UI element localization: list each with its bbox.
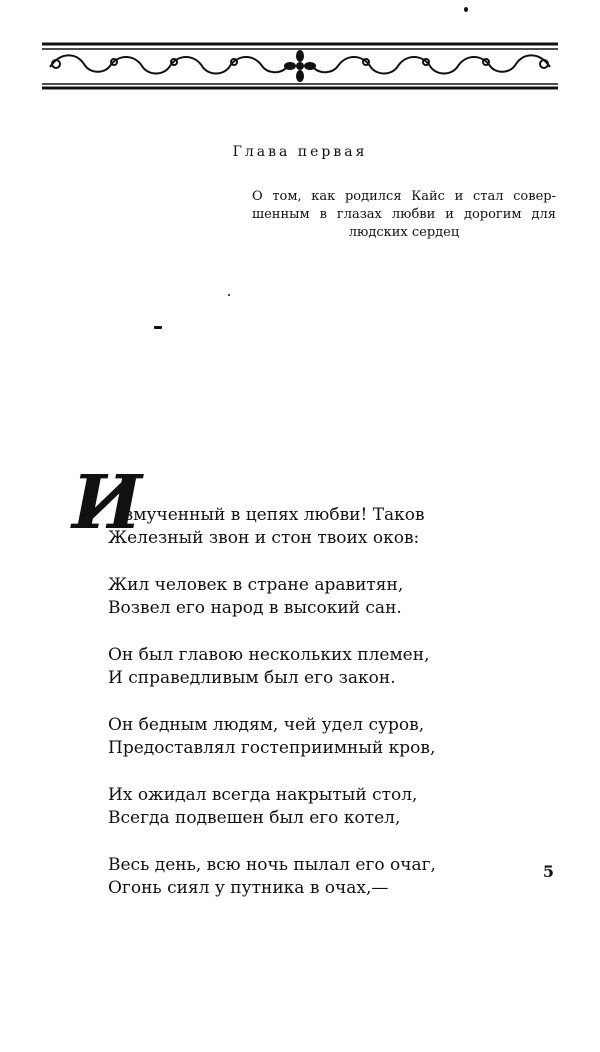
verse-line: Возвел его народ в высокий сан. <box>108 598 402 618</box>
summary-line: О том, как родился Кайс и стал совер- <box>252 189 556 204</box>
print-speck <box>154 326 162 329</box>
stanza <box>108 574 548 620</box>
stanza <box>108 644 548 690</box>
chapter-title: Глава первая <box>232 144 368 160</box>
verse-line: змученный в цепях любви! Таков <box>124 505 425 525</box>
stanza <box>108 854 548 900</box>
print-speck <box>464 7 468 12</box>
stanza <box>108 504 548 550</box>
verse-line: И справедливым был его закон. <box>108 668 396 688</box>
poem-body <box>108 504 548 924</box>
verse-line: Железный звон и стон твоих оков: <box>108 528 420 548</box>
summary-line: шенным в глазах любви и дорогим для <box>252 207 556 222</box>
verse-line: Всегда подвешен был его котел, <box>108 808 401 828</box>
ornamental-header-border <box>40 40 560 92</box>
print-speck <box>228 294 230 296</box>
chapter-summary <box>252 188 556 242</box>
summary-line: людских сердец <box>348 225 460 240</box>
verse-line: Предоставлял гостеприимный кров, <box>108 738 436 758</box>
page-number: 5 <box>542 862 554 881</box>
verse-line: Огонь сиял у путника в очах,— <box>108 878 389 898</box>
verse-line: Весь день, всю ночь пылал его очаг, <box>108 855 436 875</box>
verse-line: Он был главою нескольких племен, <box>108 645 430 665</box>
drop-cap-letter: И <box>72 460 142 546</box>
stanza <box>108 784 548 830</box>
verse-line: Их ожидал всегда накрытый стол, <box>108 785 418 805</box>
verse-line: Жил человек в стране аравитян, <box>108 575 404 595</box>
stanza <box>108 714 548 760</box>
verse-line: Он бедным людям, чей удел суров, <box>108 715 425 735</box>
